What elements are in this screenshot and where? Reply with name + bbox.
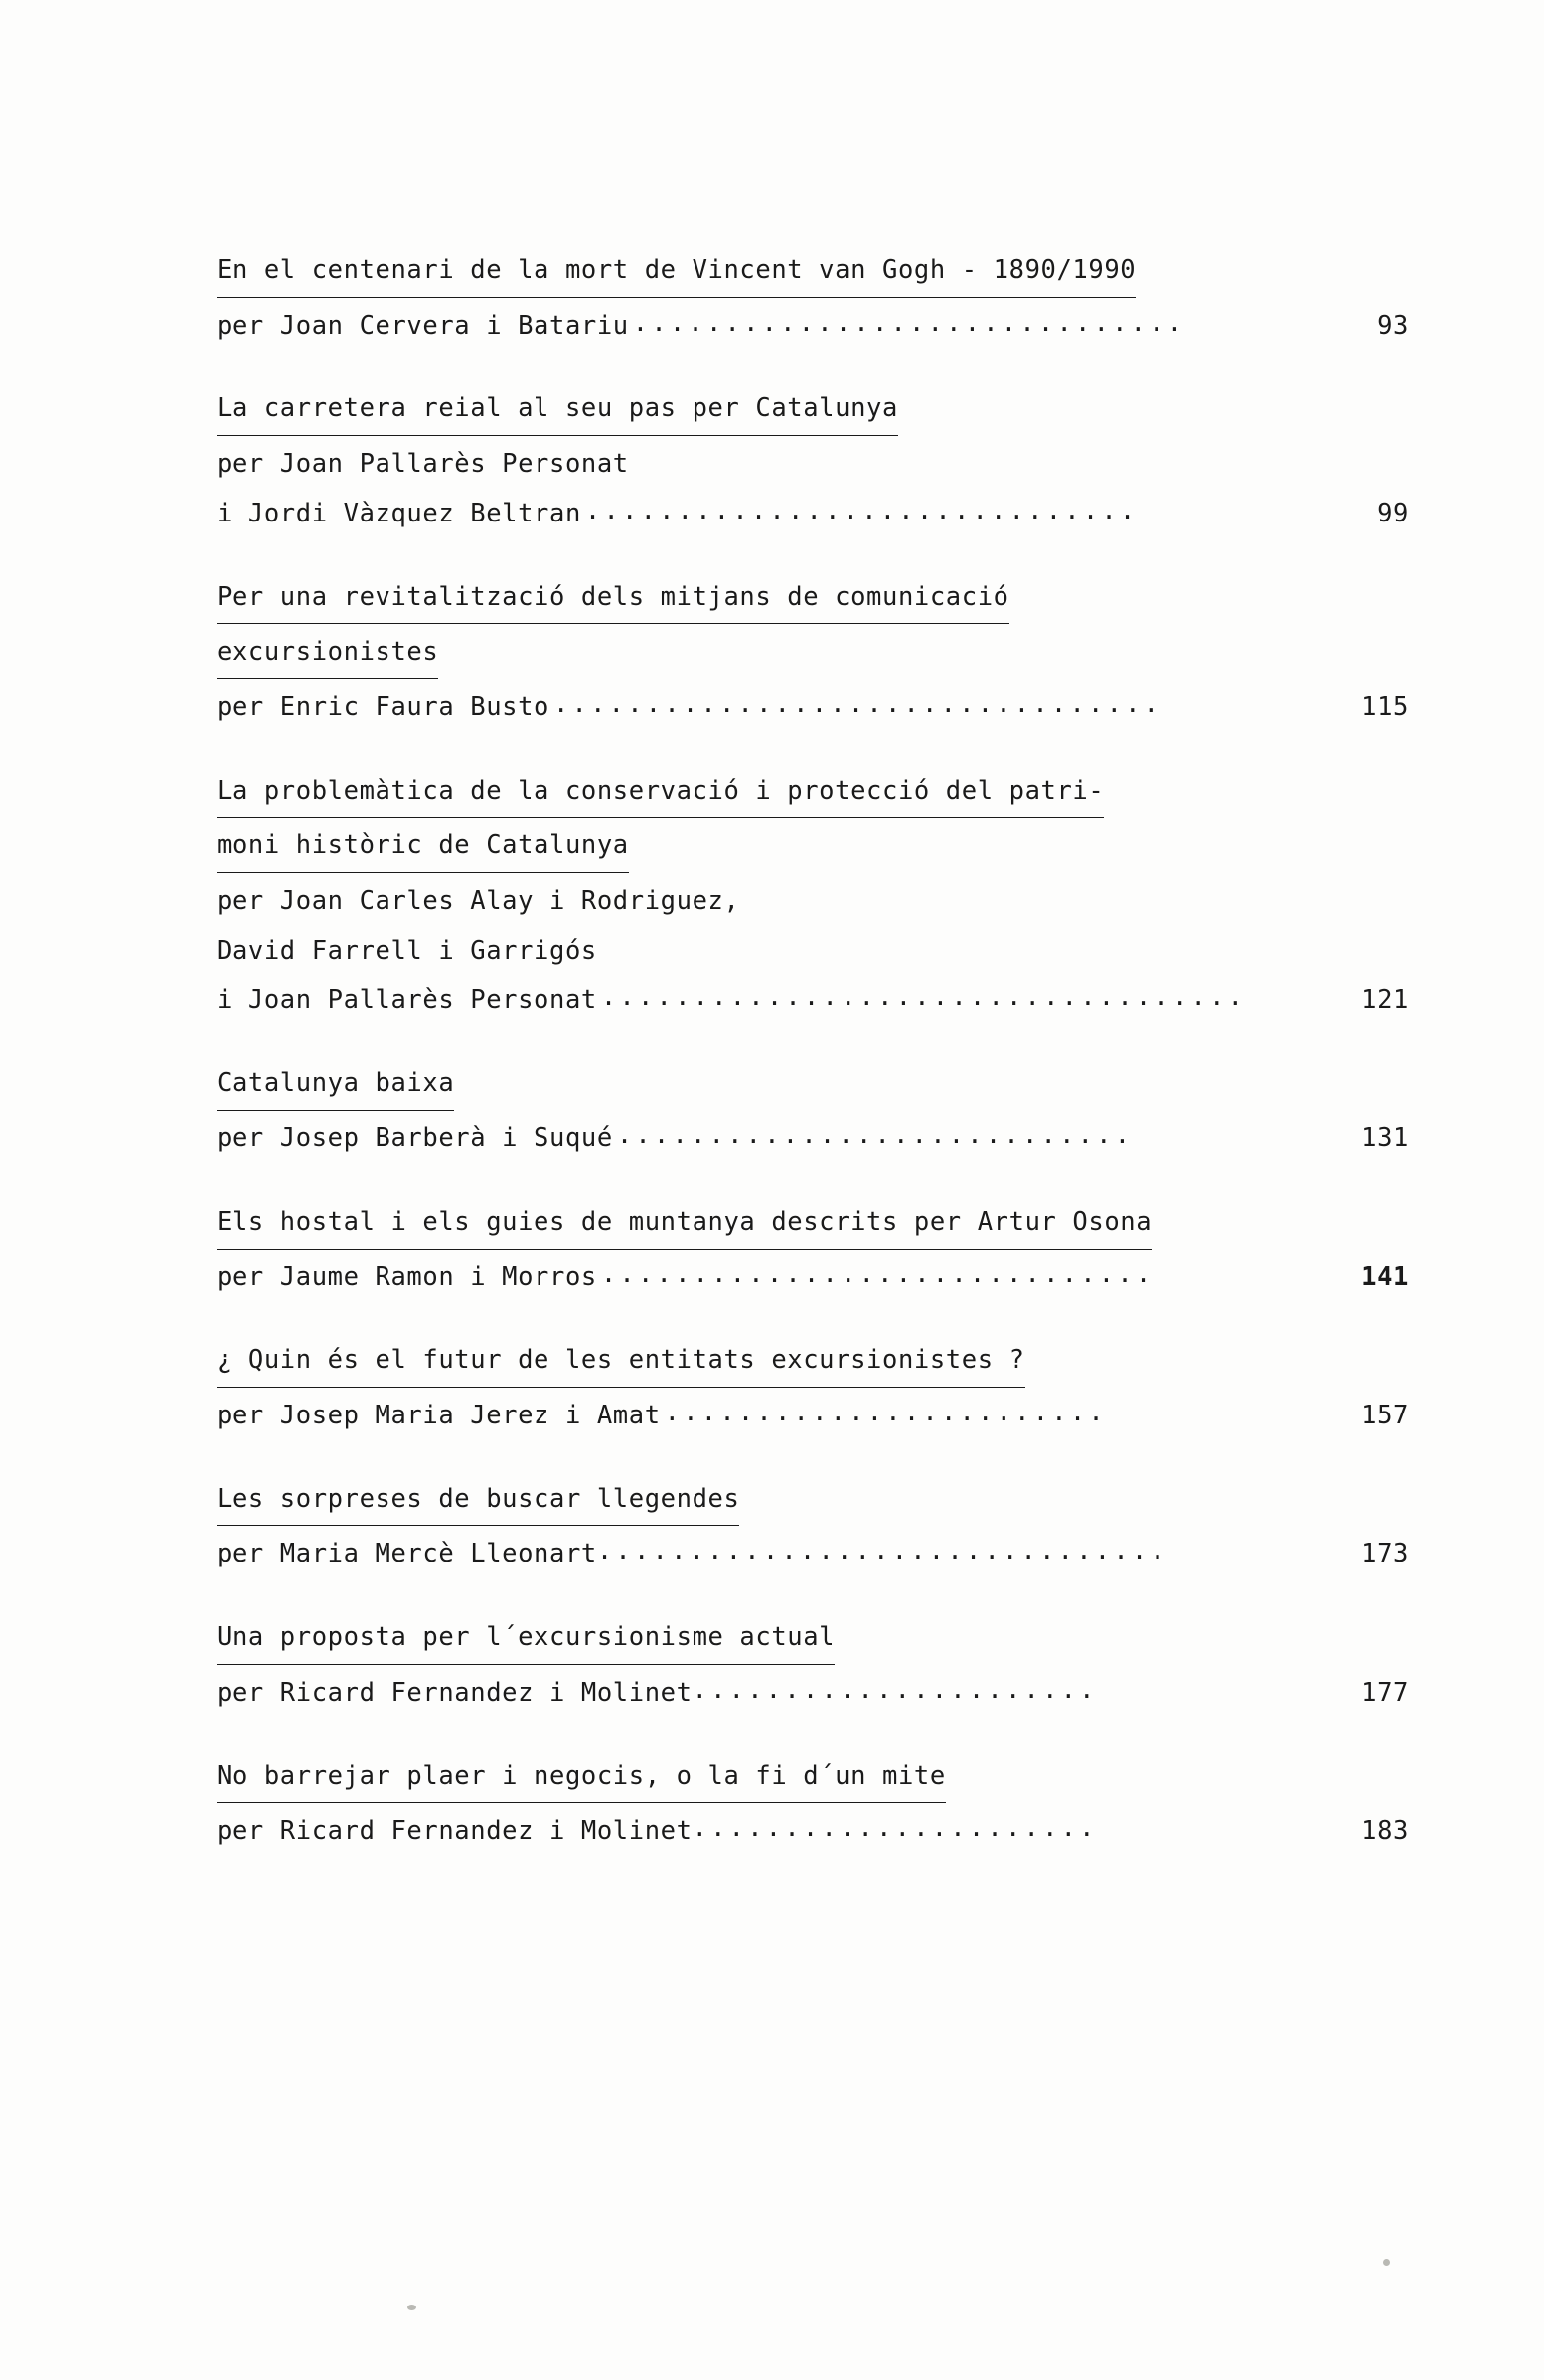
toc-title-line: Els hostal i els guies de muntanya descrits per Artur Osona <box>217 1198 1152 1250</box>
dot-leader: .............................. <box>600 1259 1155 1289</box>
toc-entry-author-row <box>217 302 1409 352</box>
toc-entry-author-row <box>217 1530 1409 1579</box>
toc-page-number: 131 <box>1361 1123 1409 1154</box>
toc-title-line: En el centenari de la mort de Vincent van Gogh - 1890/1990 <box>217 246 1136 298</box>
toc-entry-author-row <box>217 976 1409 1026</box>
dot-leader: ...................... <box>692 1813 1098 1844</box>
toc-author: per Ricard Fernandez i Molinet <box>217 1816 693 1847</box>
toc-entry <box>217 1475 1409 1579</box>
toc-entry-author-row <box>217 1807 1409 1857</box>
toc-entry-author-row <box>217 1254 1409 1303</box>
toc-entry-title-cont <box>217 628 1409 679</box>
toc-title-line: moni històric de Catalunya <box>217 821 629 873</box>
toc-entry <box>217 246 1409 351</box>
toc-page-number: 177 <box>1361 1677 1409 1708</box>
toc-entry-title <box>217 767 1409 818</box>
table-of-contents <box>217 246 1409 1890</box>
dot-leader: ................................. <box>553 689 1162 720</box>
toc-entry-title <box>217 1475 1409 1527</box>
toc-entry-author-row <box>217 490 1409 539</box>
toc-entry-title <box>217 1752 1409 1804</box>
toc-entry-title <box>217 1059 1409 1111</box>
toc-page-number: 183 <box>1361 1816 1409 1847</box>
toc-entry-author-row <box>217 1115 1409 1164</box>
toc-entry <box>217 1336 1409 1440</box>
toc-entry <box>217 384 1409 538</box>
dot-leader: ............................... <box>596 1536 1168 1566</box>
toc-page-number: 99 <box>1377 498 1409 528</box>
dot-leader: ............................ <box>616 1120 1134 1151</box>
toc-title-line: No barrejar plaer i negocis, o la fi d´un mite <box>217 1752 946 1804</box>
toc-entry-title <box>217 1336 1409 1388</box>
toc-title-line: Una proposta per l´excursionisme actual <box>217 1613 835 1665</box>
toc-entry-title <box>217 384 1409 436</box>
dot-leader: ................................... <box>600 981 1247 1012</box>
toc-entry <box>217 1752 1409 1857</box>
toc-entry-title <box>217 573 1409 625</box>
scan-speck <box>407 2305 416 2310</box>
toc-author: per Josep Barberà i Suqué <box>217 1123 613 1154</box>
toc-page-number: 173 <box>1361 1539 1409 1569</box>
toc-author: per Josep Maria Jerez i Amat <box>217 1400 661 1430</box>
toc-entry <box>217 1198 1409 1302</box>
toc-author: i Joan Pallarès Personat <box>217 984 597 1015</box>
dot-leader: ...................... <box>692 1674 1098 1705</box>
toc-author-line: per Joan Carles Alay i Rodriguez, <box>217 886 740 917</box>
toc-author: per Jaume Ramon i Morros <box>217 1262 597 1292</box>
toc-entry-title <box>217 1613 1409 1665</box>
toc-page-number: 115 <box>1361 692 1409 723</box>
toc-page-number: 157 <box>1361 1400 1409 1430</box>
toc-author-line: David Farrell i Garrigós <box>217 935 597 966</box>
toc-author: per Enric Faura Busto <box>217 692 549 723</box>
toc-title-line: Per una revitalització dels mitjans de comunicació <box>217 573 1009 625</box>
dot-leader: .............................. <box>632 307 1186 338</box>
toc-author: i Jordi Vàzquez Beltran <box>217 498 581 528</box>
dot-leader: ........................ <box>664 1397 1107 1427</box>
toc-page-number: 93 <box>1377 310 1409 341</box>
toc-title-line: Les sorpreses de buscar llegendes <box>217 1475 739 1527</box>
toc-entry-title <box>217 1198 1409 1250</box>
toc-title-line: La problemàtica de la conservació i protecció del patri- <box>217 767 1104 818</box>
toc-entry-title-cont <box>217 821 1409 873</box>
toc-author-line: per Joan Pallarès Personat <box>217 449 629 480</box>
toc-author: per Joan Cervera i Batariu <box>217 310 629 341</box>
toc-entry-title <box>217 246 1409 298</box>
toc-entry <box>217 573 1409 733</box>
toc-page-number: 141 <box>1361 1262 1409 1292</box>
toc-entry <box>217 1613 1409 1717</box>
toc-page-number: 121 <box>1361 984 1409 1015</box>
toc-title-line: La carretera reial al seu pas per Catalunya <box>217 384 898 436</box>
toc-entry-author-row <box>217 683 1409 733</box>
toc-author: per Maria Mercè Lleonart <box>217 1539 597 1569</box>
dot-leader: .............................. <box>584 495 1139 525</box>
scan-speck <box>1383 2259 1390 2266</box>
toc-entry-author-row <box>217 1669 1409 1718</box>
toc-author: per Ricard Fernandez i Molinet <box>217 1677 693 1708</box>
toc-entry <box>217 1059 1409 1163</box>
toc-title-line: ¿ Quin és el futur de les entitats excursionistes ? <box>217 1336 1025 1388</box>
toc-title-line: Catalunya baixa <box>217 1059 454 1111</box>
toc-entry <box>217 767 1409 1026</box>
toc-title-line: excursionistes <box>217 628 438 679</box>
toc-entry-author-row <box>217 1392 1409 1441</box>
